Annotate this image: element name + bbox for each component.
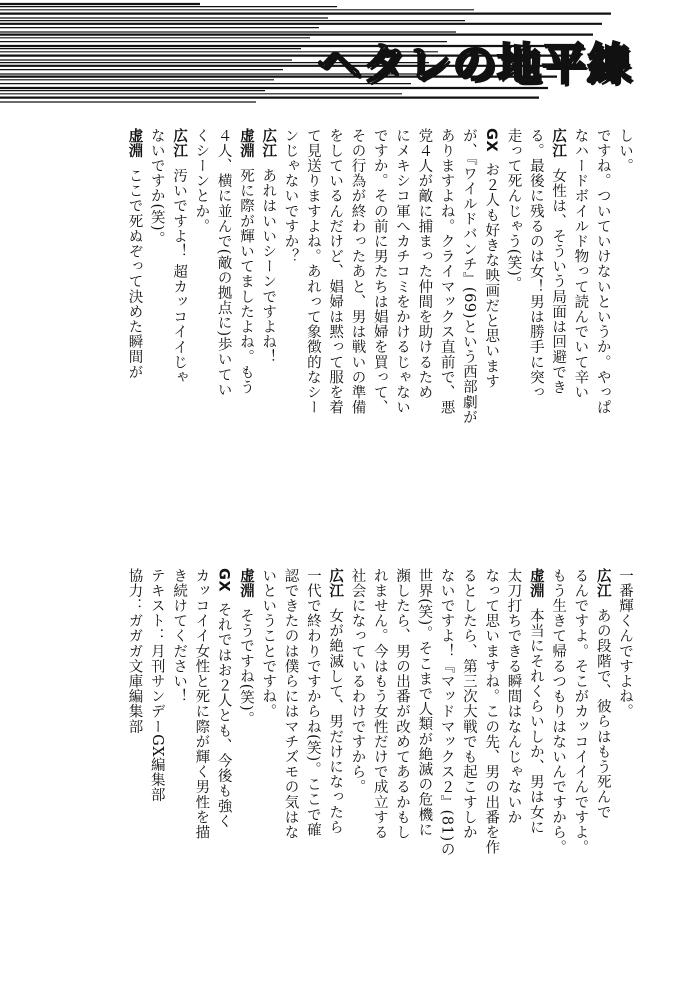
text-line (569, 568, 591, 968)
line-text: るとしたら、第三次大戦でも起こすしか (460, 568, 477, 840)
text-line (145, 128, 167, 528)
speaker-label: 虚淵 (527, 568, 544, 599)
text-line (145, 568, 167, 968)
line-text: る。最後に残るのは女！男は勝手に突っ (527, 128, 544, 400)
text-line (391, 128, 413, 528)
line-text: 一番輝くんですよね。 (617, 568, 633, 719)
line-text: 女性は、そういう局面は回避でき (550, 168, 567, 395)
text-line (324, 128, 346, 528)
text-line (368, 128, 390, 528)
text-line (480, 128, 502, 528)
text-line (212, 128, 234, 528)
text-line (547, 568, 569, 968)
line-text: 党４人が敵に捕まった仲間を助けるため (416, 128, 433, 400)
line-text: なって思いますね。この先、男の出番を作 (483, 568, 500, 855)
text-line (190, 568, 212, 968)
line-text: いということですね。 (260, 568, 277, 719)
line-text: ありますよね。クライマックス直前で、悪 (438, 128, 455, 415)
line-text: が、『ワイルドバンチ』(69)という西部劇が (460, 128, 477, 425)
article-block-bottom (46, 568, 636, 968)
line-text: ないですよ！『マッドマックス２』(81)の (438, 568, 455, 857)
text-line (346, 568, 368, 968)
text-line (480, 568, 502, 968)
text-line (391, 568, 413, 968)
speaker-label: 虚淵 (126, 128, 143, 159)
text-line (212, 568, 234, 968)
line-text: ですね。ついていけないというか。やっぱ (594, 128, 611, 415)
line-text: 女が絶滅して、男だけになったら (327, 608, 344, 835)
text-line (458, 128, 480, 528)
line-text: カッコイイ女性と死に際が輝く男性を描 (193, 568, 210, 840)
text-line (591, 128, 613, 528)
line-text: 汚いですよ！ 超カッコイイじゃ (171, 168, 188, 385)
text-line (302, 128, 324, 528)
text-line (435, 568, 457, 968)
line-text: をしているんだけど、娼婦は黙って服を着 (327, 128, 344, 415)
page-title: ヘタレの地平線 (317, 39, 632, 90)
line-text: 社会になっているわけですから。 (349, 568, 366, 795)
speaker-label: 広江 (594, 568, 611, 599)
text-line (123, 568, 145, 968)
line-text: なハードボイルド物って読んでいて辛い (572, 128, 589, 400)
text-line (168, 568, 190, 968)
line-text: 世界(笑)。そこまで人類が絶滅の危機に (416, 568, 433, 838)
line-text: その行為が終わったあと、男は戦いの準備 (349, 128, 366, 415)
line-text: 太刀打ちできる瞬間はなんじゃないか (505, 568, 522, 825)
text-line (547, 128, 569, 528)
speaker-label: 虚淵 (237, 128, 254, 159)
line-text: るんですよ。そこがカッコイイんですよ。 (572, 568, 589, 855)
text-line (502, 128, 524, 528)
text-line (279, 128, 301, 528)
line-text: もう生きて帰るつもりはないんですから。 (550, 568, 567, 855)
text-line (235, 568, 257, 968)
speaker-label: 広江 (260, 128, 277, 159)
text-line (591, 568, 613, 968)
line-text: それではお２人とも、今後も強く (215, 602, 232, 829)
line-text: 認できたのは僕らにはマチズモの気はな (282, 568, 299, 840)
line-text: あれはいいシーンですよね！ (260, 168, 277, 365)
line-text: にメキシコ軍へカチコミをかけるじゃない (394, 128, 411, 415)
line-text: ですか。その前に男たちは娼婦を買って、 (371, 128, 388, 415)
speaker-label: 広江 (550, 128, 567, 159)
text-line (123, 128, 145, 528)
line-text: 瀕したら、男の出番が改めてあるかもし (394, 568, 411, 840)
line-text: 死に際が輝いてましたよね。もう (237, 168, 254, 395)
speaker-label: 広江 (327, 568, 344, 599)
line-text: ンじゃないですか？ (282, 128, 299, 264)
text-line (502, 568, 524, 968)
line-text: て見送りますよね。あれって象徴的なシー (304, 128, 321, 415)
line-text: 協力：ガガガ文庫編集部 (126, 568, 143, 735)
text-line (614, 568, 636, 968)
speaker-label: GX (215, 568, 232, 593)
line-text: ４人、横に並んで(敵の拠点に)歩いてい (215, 128, 232, 398)
text-line (324, 568, 346, 968)
line-text: き続けてください！ (171, 568, 188, 704)
text-line (525, 568, 547, 968)
text-line (279, 568, 301, 968)
line-text: テキスト：月刊サンデーGX編集部 (148, 568, 165, 803)
text-line (569, 128, 591, 528)
line-text: 一代で終わりですからね(笑)。ここで確 (304, 568, 321, 838)
text-line (257, 128, 279, 528)
line-text: そうですね(笑)。 (237, 608, 254, 727)
text-line (302, 568, 324, 968)
line-text: れません。今はもう女性だけで成立する (371, 568, 388, 840)
text-line (235, 128, 257, 528)
text-line (413, 128, 435, 528)
text-line (413, 568, 435, 968)
text-line (168, 128, 190, 528)
speaker-label: GX (483, 128, 500, 153)
text-line (346, 128, 368, 528)
speaker-label: 広江 (171, 128, 188, 159)
line-text: お２人も好きな映画だと思います (483, 162, 500, 389)
text-line (435, 128, 457, 528)
line-text: ないですか(笑)。 (148, 128, 165, 247)
line-text: くシーンとか。 (193, 128, 210, 234)
line-text: 本当にそれくらいしか、男は女に (527, 608, 544, 835)
speaker-label: 虚淵 (237, 568, 254, 599)
text-line (614, 128, 636, 528)
line-text: しい。 (617, 128, 633, 174)
line-text: 走って死んじゃう(笑)。 (505, 128, 522, 292)
text-line (368, 568, 390, 968)
line-text: ここで死ぬぞって決めた瞬間が (126, 168, 143, 380)
text-line (257, 568, 279, 968)
text-line (190, 128, 212, 528)
text-line (458, 568, 480, 968)
article-block-top (46, 128, 636, 528)
header-banner (0, 0, 680, 110)
line-text: あの段階で、彼らはもう死んで (594, 608, 611, 820)
text-line (525, 128, 547, 528)
